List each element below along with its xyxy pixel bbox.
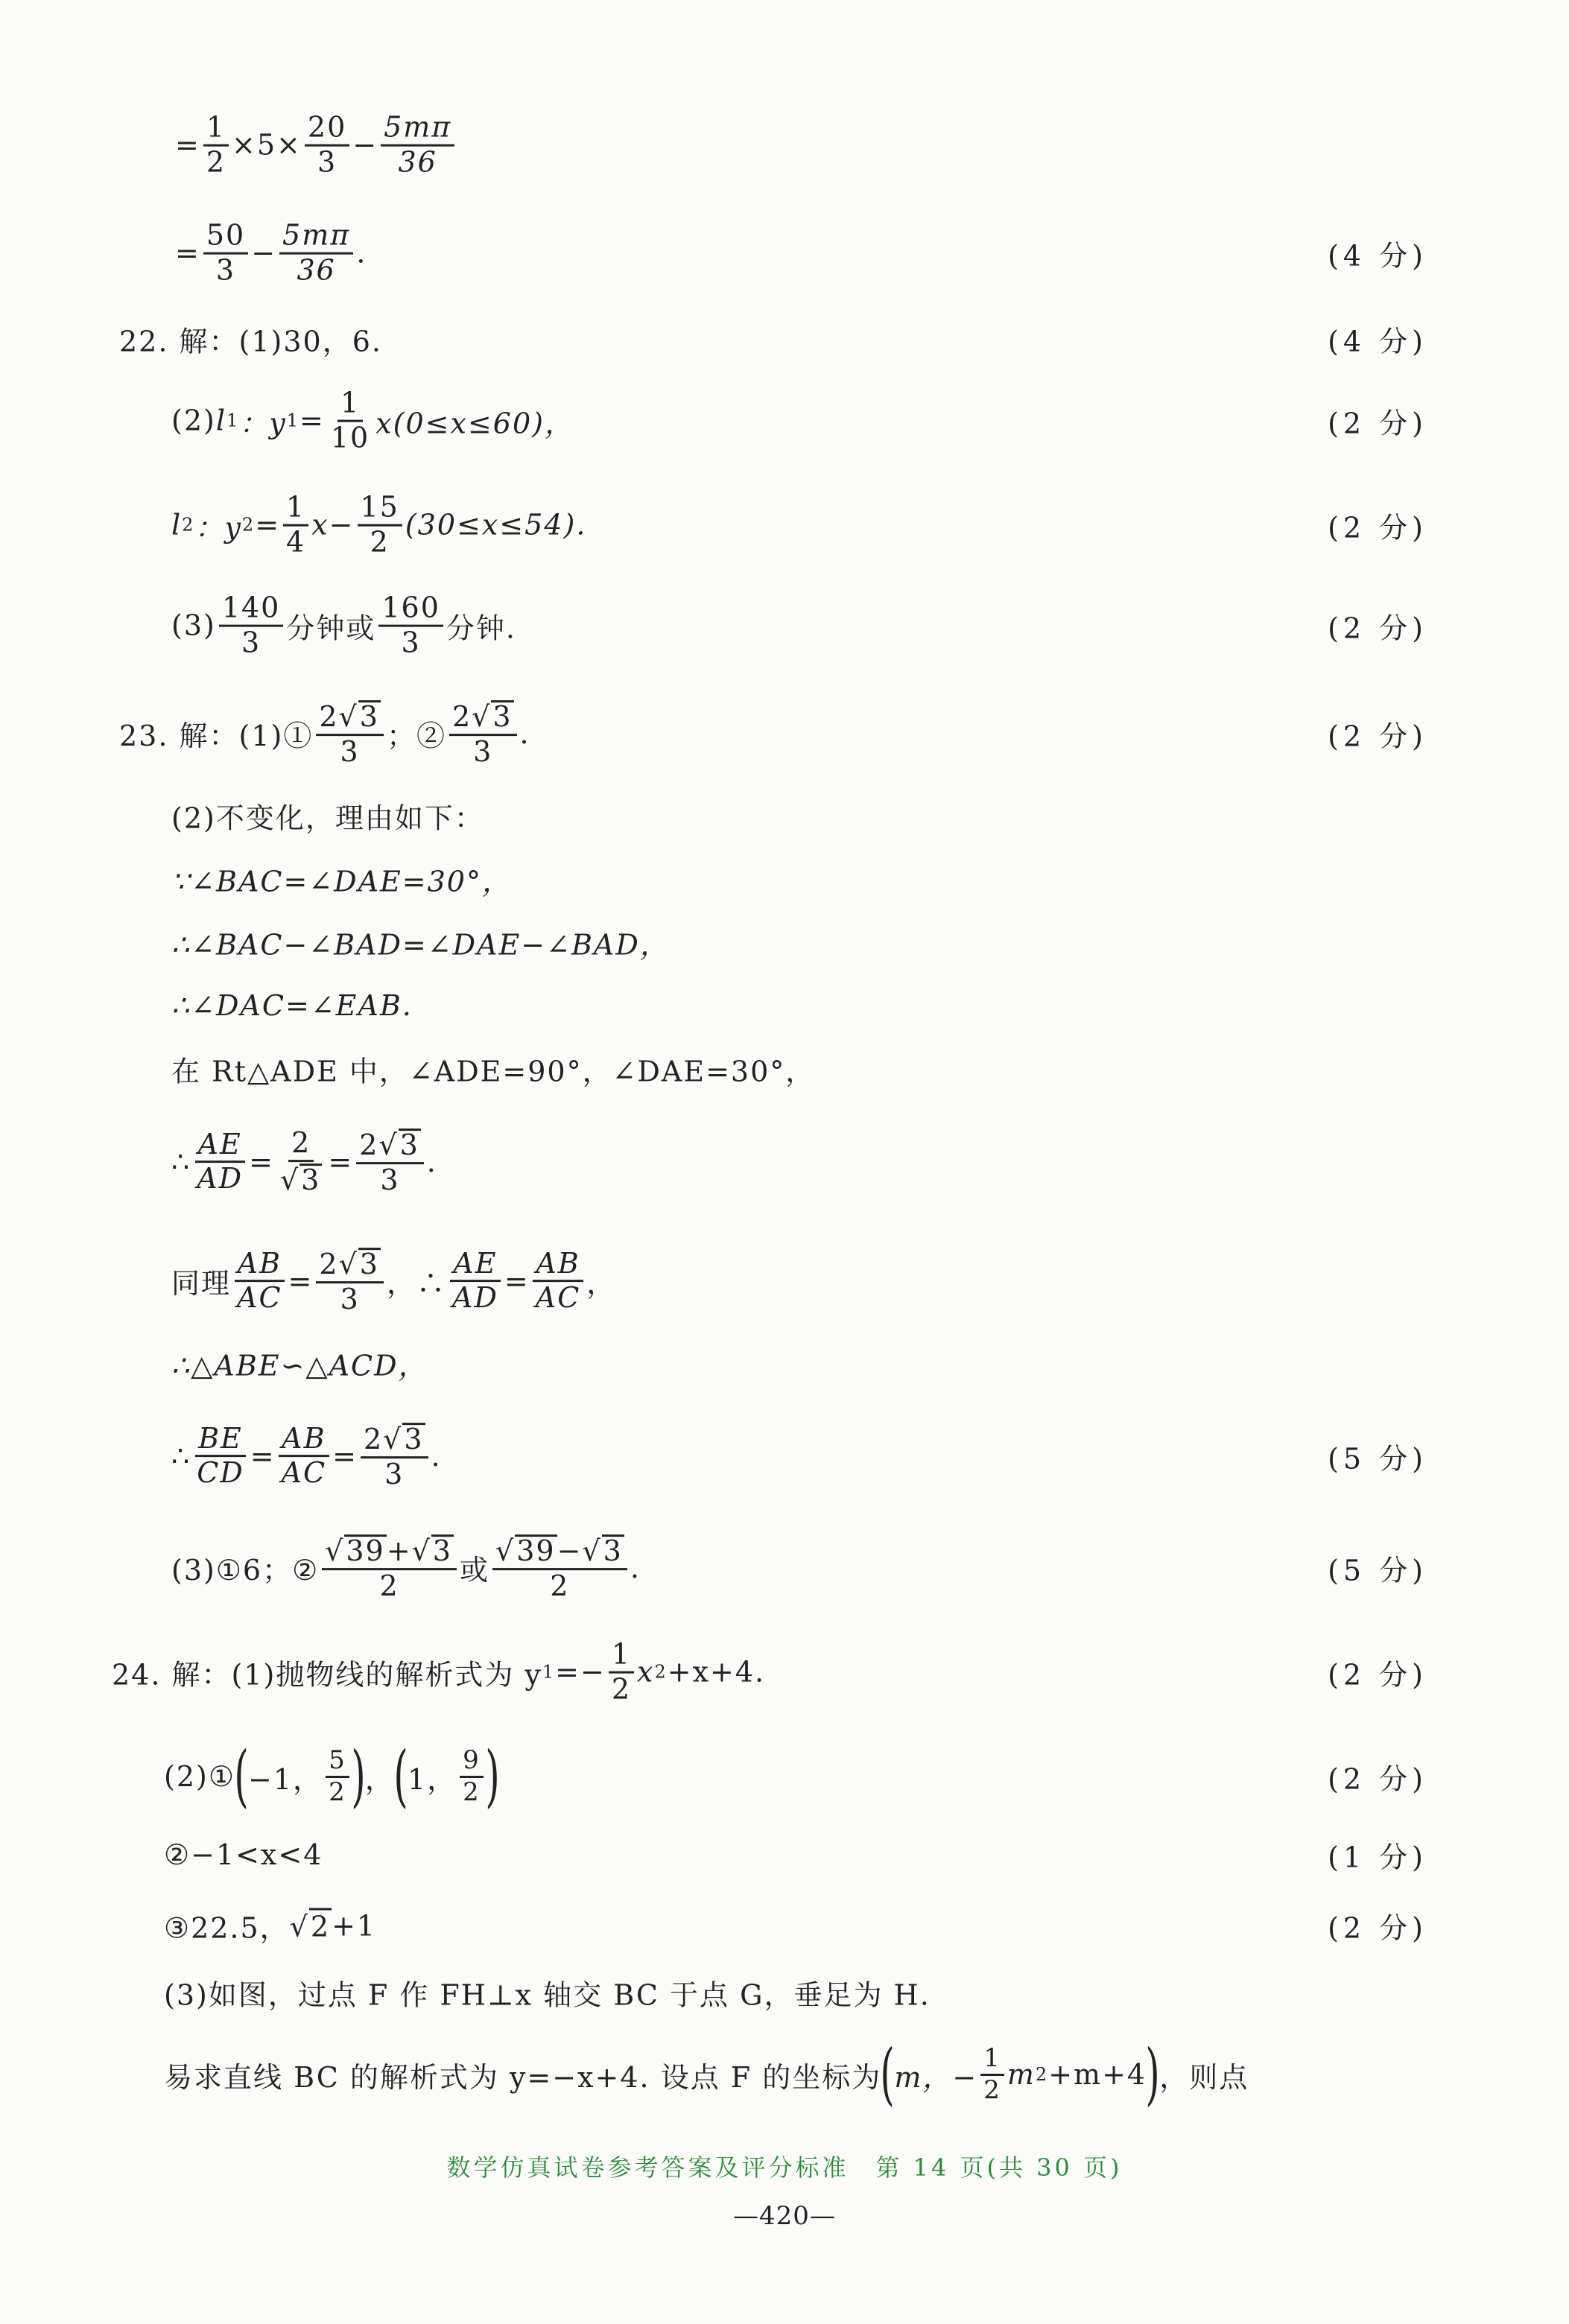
therefore-sign: ∴ xyxy=(171,1146,191,1178)
answer-text: ③22.5， xyxy=(164,1911,290,1945)
score-label: (4 分) xyxy=(1328,325,1427,358)
fraction: $\frac{5m\pi}{36}$ xyxy=(279,221,353,286)
period: . xyxy=(519,717,530,750)
answer-text: ， xyxy=(586,1267,617,1301)
page-number: —420— xyxy=(733,2201,836,2231)
answer-text: 或 xyxy=(459,1554,489,1587)
answer-24-2 xyxy=(0,1732,1569,1821)
answer-text: +x+4. xyxy=(667,1656,766,1689)
formula-line-2 xyxy=(0,209,1569,298)
answer-text: (2) xyxy=(171,404,216,437)
equals-sign: = xyxy=(328,1146,354,1178)
answer-text: (3) xyxy=(171,609,216,642)
fraction: $\frac{160}{3}$ xyxy=(378,594,443,658)
answer-text: +1 xyxy=(332,1909,377,1942)
right-paren: ) xyxy=(1145,2035,1161,2113)
left-paren: ( xyxy=(393,1737,409,1815)
answer-text: +m+4 xyxy=(1048,2058,1147,2091)
variable-y: ：y xyxy=(194,511,242,545)
square-root: √ 2 xyxy=(290,1908,332,1943)
fraction: $\frac{1}{4}$ xyxy=(283,493,308,558)
answer-text: 分钟或 xyxy=(286,612,376,645)
variable-l: l xyxy=(215,404,226,437)
answer-22-3 xyxy=(0,480,1569,570)
answer-text: x(0≤x≤60)， xyxy=(375,407,574,440)
fraction: 2 √ 3 3 xyxy=(316,1248,384,1315)
period: . xyxy=(630,1552,641,1584)
answer-text: ，则点 xyxy=(1159,2060,1249,2094)
fraction: $\frac{1}{2}$ xyxy=(203,113,229,178)
answer-24-6 xyxy=(0,2030,1569,2119)
answer-23-8 xyxy=(0,1236,1569,1326)
fraction: 2 √ 3 3 xyxy=(316,700,384,767)
equals-sign: = xyxy=(288,1265,314,1298)
left-paren: ( xyxy=(234,1737,250,1815)
fraction: $\frac{20}{3}$ xyxy=(305,113,349,178)
equals-sign: = xyxy=(250,1440,276,1473)
answer-text: ∵∠BAC=∠DAE=30°， xyxy=(171,865,512,898)
variable-m: m xyxy=(1007,2058,1036,2091)
variable-l: l xyxy=(171,509,183,542)
answer-text: x− xyxy=(311,509,355,542)
page-footer-title: 数学仿真试卷参考答案及评分标准 第 14 页(共 30 页) xyxy=(446,2153,1123,2182)
answer-text: −1， xyxy=(248,1762,323,1796)
subscript: 1 xyxy=(286,410,300,431)
answer-text: ∴∠DAC=∠EAB. xyxy=(171,989,413,1022)
fraction: $\frac{1}{2}$ xyxy=(609,1640,634,1705)
answer-text: 分钟. xyxy=(446,612,516,645)
equals-sign: = xyxy=(255,509,281,542)
score-label: (2 分) xyxy=(1328,511,1427,545)
operator-text: − xyxy=(352,129,378,162)
score-label: (2 分) xyxy=(1328,1762,1427,1796)
equals-sign: = xyxy=(249,1146,274,1178)
equals-sign: = xyxy=(504,1265,530,1298)
answer-23-7 xyxy=(0,1117,1569,1207)
answer-text: ∴∠BAC−∠BAD=∠DAE−∠BAD， xyxy=(171,928,670,962)
answer-22-2 xyxy=(0,376,1569,466)
fraction: 2 √ 3 xyxy=(279,1126,321,1196)
answer-23-6 xyxy=(0,1024,1569,1114)
fraction: $\frac{AB}{AC}$ xyxy=(279,1424,330,1489)
variable-y: ：y xyxy=(239,407,287,440)
equals-sign: = xyxy=(332,1440,358,1473)
answer-text: =− xyxy=(555,1656,606,1689)
score-label: (2 分) xyxy=(1328,720,1427,753)
answer-text: ， xyxy=(364,1762,395,1796)
fraction: $\frac{1}{2}$ xyxy=(980,2045,1004,2104)
answer-text: 在 Rt△ADE 中，∠ADE=90°，∠DAE=30°， xyxy=(171,1055,816,1088)
right-paren: ) xyxy=(351,1737,367,1815)
answer-23-11 xyxy=(0,1523,1569,1613)
score-label: (2 分) xyxy=(1328,1658,1427,1692)
answer-text: (2)① xyxy=(164,1760,235,1793)
answer-23-9 xyxy=(0,1318,1569,1408)
fraction: $\frac{5}{2}$ xyxy=(326,1747,349,1806)
score-label: (1 分) xyxy=(1328,1841,1427,1874)
score-label: (2 分) xyxy=(1328,1911,1427,1945)
fraction: $\frac{9}{2}$ xyxy=(460,1747,484,1806)
answer-24-5 xyxy=(0,1948,1569,2037)
fraction: √ 39 + √ 3 2 xyxy=(322,1534,457,1601)
answer-22-4 xyxy=(0,581,1569,670)
subscript: 2 xyxy=(182,515,195,536)
answer-text: ；② xyxy=(386,720,446,753)
fraction: 2 √ 3 3 xyxy=(449,700,517,767)
fraction: $\frac{15}{2}$ xyxy=(358,493,402,558)
formula-line-1 xyxy=(0,101,1569,190)
operator-text: ×5× xyxy=(232,129,302,162)
answer-text: 1， xyxy=(407,1762,457,1796)
fraction: 2 √ 3 3 xyxy=(361,1423,428,1490)
equals-sign: = xyxy=(175,129,200,162)
answer-text: 同理 xyxy=(171,1267,232,1301)
fraction: $\frac{AB}{AC}$ xyxy=(533,1249,584,1314)
subscript: 2 xyxy=(241,515,256,536)
score-label: (2 分) xyxy=(1328,612,1427,645)
answer-text: (2)不变化，理由如下： xyxy=(171,801,484,835)
superscript: 2 xyxy=(654,1662,668,1683)
answer-text: 23. 解：(1)① xyxy=(119,720,314,753)
answer-text: (3)如图，过点 F 作 FH⊥x 轴交 BC 于点 G，垂足为 H. xyxy=(164,1978,931,2012)
equals-sign: = xyxy=(175,237,200,270)
period: . xyxy=(426,1146,437,1178)
answer-22-1 xyxy=(0,294,1569,384)
operator-text: − xyxy=(251,237,277,270)
answer-text: ②−1<x<4 xyxy=(164,1838,323,1871)
answer-text: 24. 解：(1)抛物线的解析式为 y xyxy=(112,1658,542,1692)
fraction: 2 √ 3 3 xyxy=(356,1128,424,1196)
fraction: $\frac{140}{3}$ xyxy=(219,594,284,658)
right-paren: ) xyxy=(485,1737,501,1815)
answer-text: ∴△ABE∽△ACD， xyxy=(171,1349,428,1382)
score-label: (4 分) xyxy=(1328,239,1427,273)
subscript: 1 xyxy=(542,1662,556,1683)
subscript: 1 xyxy=(226,410,240,431)
score-label: (5 分) xyxy=(1328,1442,1427,1476)
fraction: $\frac{AE}{AD}$ xyxy=(449,1249,501,1314)
variable-x: x xyxy=(637,1656,655,1689)
left-paren: ( xyxy=(880,2035,896,2113)
answer-23-1 xyxy=(0,689,1569,778)
period: . xyxy=(356,237,367,270)
fraction: $\frac{1}{10}$ xyxy=(330,386,370,454)
answer-24-1 xyxy=(0,1628,1569,1717)
answer-text: 22. 解：(1)30，6. xyxy=(119,325,382,358)
answer-text: (30≤x≤54). xyxy=(405,509,587,542)
period: . xyxy=(431,1440,442,1473)
answer-text: m，− xyxy=(894,2060,978,2094)
therefore-sign: ∴ xyxy=(171,1440,191,1473)
answer-23-10 xyxy=(0,1412,1569,1501)
fraction: $\frac{BE}{CD}$ xyxy=(194,1424,247,1489)
fraction: $\frac{50}{3}$ xyxy=(203,221,248,286)
fraction: $\frac{5m\pi}{36}$ xyxy=(381,113,454,178)
answer-text: 易求直线 BC 的解析式为 y=−x+4. 设点 F 的坐标为 xyxy=(164,2060,882,2094)
score-label: (5 分) xyxy=(1328,1554,1427,1587)
equals-sign: = xyxy=(299,404,325,437)
fraction: $\frac{AB}{AC}$ xyxy=(234,1249,285,1314)
superscript: 2 xyxy=(1035,2064,1049,2085)
fraction: $\frac{AE}{AD}$ xyxy=(194,1130,246,1195)
fraction: √ 39 − √ 3 2 xyxy=(492,1534,627,1601)
answer-text: (3)①6；② xyxy=(171,1554,320,1587)
score-label: (2 分) xyxy=(1328,407,1427,440)
answer-text: ，∴ xyxy=(386,1267,446,1301)
